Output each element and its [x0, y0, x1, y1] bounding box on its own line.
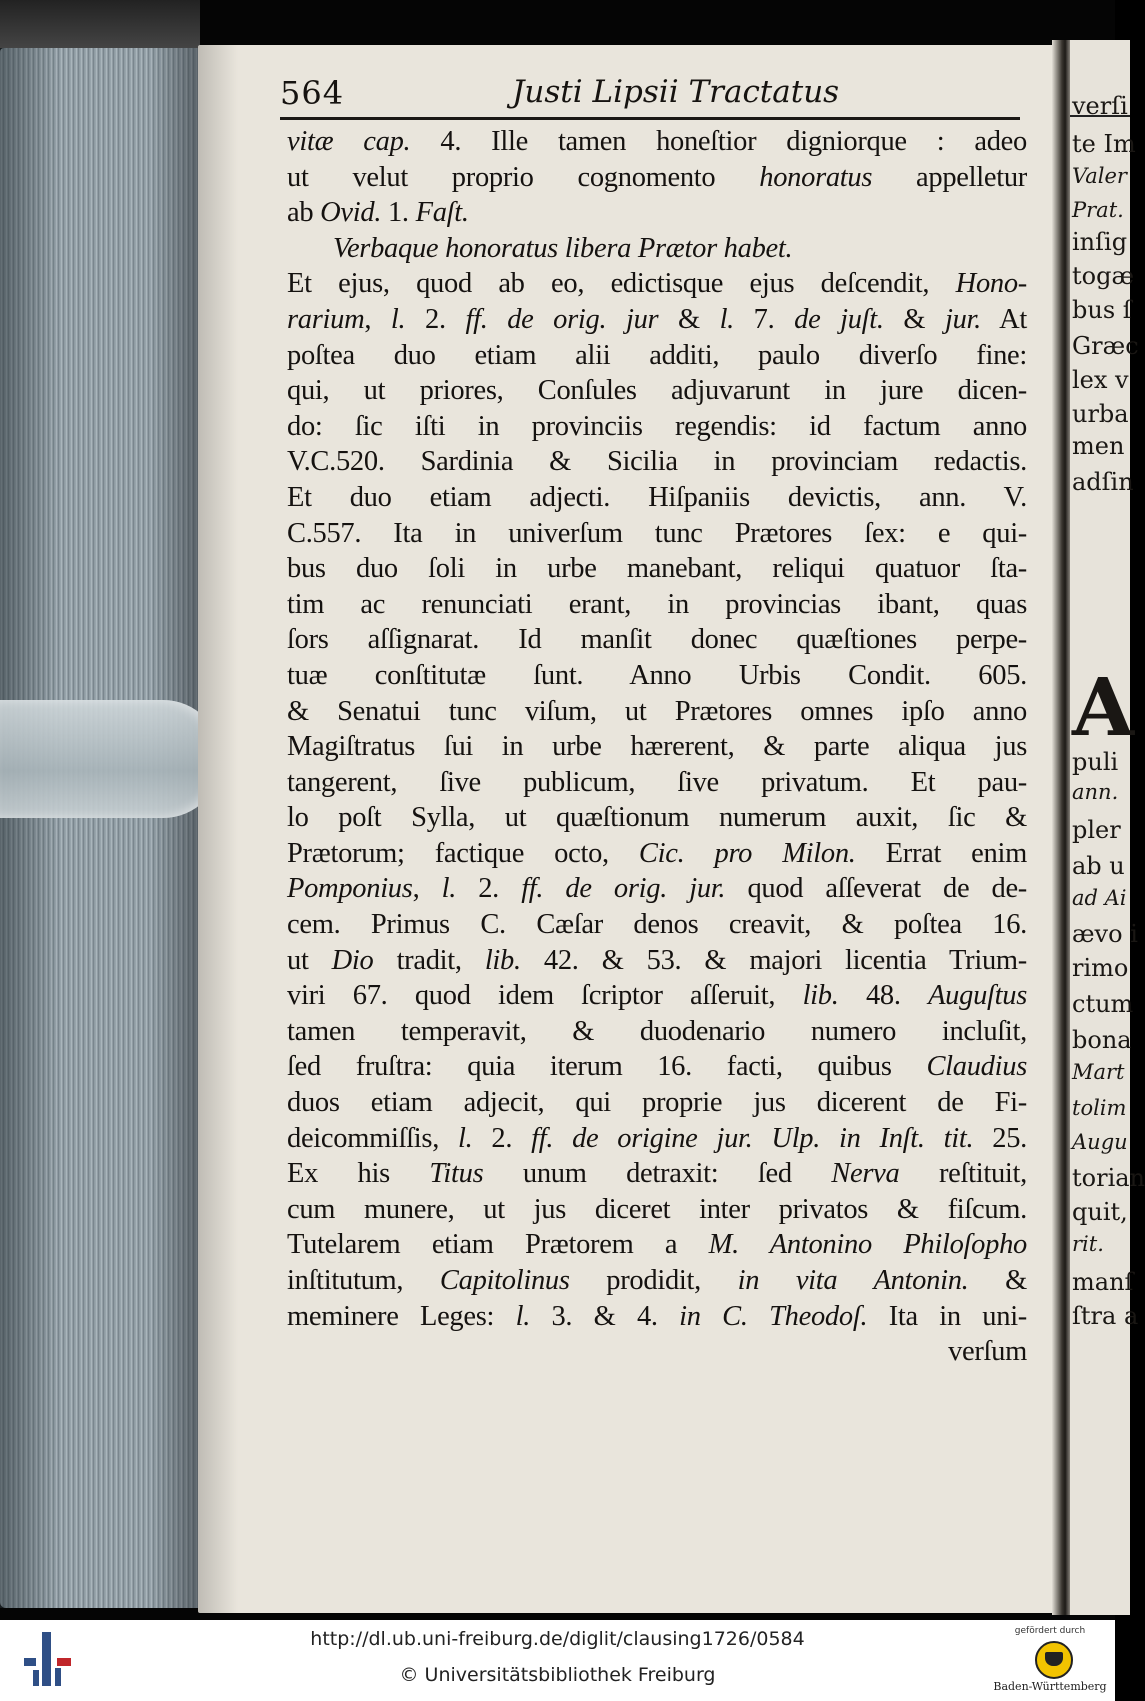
book-cover-edge	[0, 0, 200, 48]
text-line: ſors aſſignarat. Id manſit donec quæſtiones perpe-	[287, 624, 1027, 656]
next-page-fragment: pler	[1072, 816, 1121, 844]
text-line: Verbaque honoratus libera Prætor habet.	[333, 232, 793, 264]
document-url-link[interactable]: http://dl.ub.uni-freiburg.de/diglit/clausing1726/0584	[310, 1628, 805, 1650]
next-page-fragment: verſi	[1072, 92, 1128, 120]
next-page-sliver	[1070, 40, 1145, 1615]
text-line: ſed fruſtra: quia iterum 16. facti, quibus Claudius	[287, 1051, 1027, 1083]
text-line: Et ejus, quod ab eo, edictisque ejus deſcendit, Hono-	[287, 268, 1027, 300]
text-line: cum munere, ut jus diceret inter privatos & fiſcum.	[287, 1193, 1027, 1225]
next-page-fragment: tolim	[1072, 1096, 1127, 1120]
next-page-fragment: rimo	[1072, 954, 1129, 982]
next-page-fragment: ſtra a	[1072, 1302, 1139, 1330]
next-page-fragment: bona	[1072, 1026, 1132, 1054]
next-page-fragment: Mart	[1072, 1060, 1125, 1084]
text-line: Pomponius, l. 2. ff. de orig. jur. quod aſſeverat de de-	[287, 873, 1027, 905]
next-page-fragment: lex v	[1072, 366, 1129, 394]
next-page-fragment: adſin	[1072, 468, 1134, 496]
text-line: do: ſic iſti in provinciis regendis: id factum anno	[287, 410, 1027, 442]
page-number: 564	[280, 74, 345, 112]
sponsor-block	[985, 1624, 1115, 1700]
text-line: rarium, l. 2. ff. de orig. jur & l. 7. de juſt. & jur. At	[287, 303, 1027, 335]
next-page-fragment: inſig	[1072, 228, 1128, 256]
next-page-fragment: bus ſ	[1072, 296, 1132, 324]
copyright-notice: © Universitätsbibliothek Freiburg	[399, 1664, 716, 1686]
next-page-fragment: Græc	[1072, 332, 1139, 360]
baden-wuerttemberg-seal-icon	[1035, 1641, 1073, 1679]
text-line: Tutelarem etiam Prætorem a M. Antonino Philoſopho	[287, 1229, 1027, 1261]
text-line: V.C.520. Sardinia & Sicilia in provinciam redactis.	[287, 446, 1027, 478]
sponsor-name: Baden-Württemberg	[993, 1680, 1107, 1693]
next-page-fragment: Prat.	[1072, 198, 1124, 222]
next-page-fragment: torian	[1072, 1164, 1145, 1192]
text-line: Et duo etiam adjecti. Hiſpaniis devictis, ann. V.	[287, 481, 1027, 513]
next-page-fragment: togæ	[1072, 262, 1135, 290]
next-page-fragment: manſ	[1072, 1268, 1134, 1296]
text-line: cem. Primus C. Cæſar denos creavit, & poſtea 16.	[287, 909, 1027, 941]
text-line: tamen temperavit, & duodenario numero incluſit,	[287, 1015, 1027, 1047]
text-line: duos etiam adjecit, qui proprie jus dicerent de Fi-	[287, 1087, 1027, 1119]
next-page-fragment: A	[1072, 660, 1135, 754]
text-line: meminere Leges: l. 3. & 4. in C. Theodoſ. Ita in uni-	[287, 1300, 1027, 1332]
page-fore-edge	[0, 48, 200, 1608]
next-page-fragment: puli	[1072, 748, 1119, 776]
text-line: tangerent, ſive publicum, ſive privatum. Et pau-	[287, 766, 1027, 798]
next-page-fragment: ævo i	[1072, 920, 1138, 948]
next-page-fragment: rit.	[1072, 1232, 1104, 1256]
glass-page-holder	[0, 700, 222, 818]
text-line: Magiſtratus ſui in urbe hærerent, & parte aliqua jus	[287, 731, 1027, 763]
text-line: lo poſt Sylla, ut quæſtionum numerum auxit, ſic &	[287, 802, 1027, 834]
text-line: tuæ conſtitutæ ſunt. Anno Urbis Condit. 605.	[287, 659, 1027, 691]
next-page-fragment: quit,	[1072, 1198, 1128, 1226]
header-rule	[280, 117, 1020, 120]
text-line: viri 67. quod idem ſcriptor aſſeruit, lib. 48. Auguſtus	[287, 980, 1027, 1012]
next-page-fragment: Valer	[1072, 164, 1127, 188]
body-text	[287, 124, 1027, 1370]
next-page-fragment: ctum	[1072, 990, 1134, 1018]
sponsor-caption: gefördert durch	[1014, 1626, 1086, 1636]
running-title: Justi Lipsii Tractatus	[512, 74, 840, 110]
viewer-footer	[0, 1620, 1115, 1701]
text-line: ut Dio tradit, lib. 42. & 53. & majori licentia Trium-	[287, 944, 1027, 976]
text-line: deicommiſſis, l. 2. ff. de origine jur. Ulp. in Inſt. tit. 25.	[287, 1122, 1027, 1154]
next-page-fragment: urba	[1072, 400, 1129, 428]
text-line: verſum	[948, 1336, 1027, 1368]
text-line: C.557. Ita in univerſum tunc Prætores ſex: e qui-	[287, 517, 1027, 549]
text-line: & Senatui tunc viſum, ut Prætores omnes ipſo anno	[287, 695, 1027, 727]
text-line: poſtea duo etiam alii additi, paulo diverſo fine:	[287, 339, 1027, 371]
text-line: Prætorum; factique octo, Cic. pro Milon. Errat enim	[287, 837, 1027, 869]
text-line: ut velut proprio cognomento honoratus appelletur	[287, 161, 1027, 193]
text-line: vitæ cap. 4. Ille tamen honeſtior digniorque : adeo	[287, 126, 1027, 157]
next-page-fragment: ab u	[1072, 852, 1125, 880]
next-page-fragment: men	[1072, 432, 1125, 460]
text-line: qui, ut priores, Conſules adjuvarunt in jure dicen-	[287, 375, 1027, 407]
text-line: tim ac renunciati erant, in provincias ibant, quas	[287, 588, 1027, 620]
next-page-fragment: ann.	[1072, 780, 1119, 804]
text-line: inſtitutum, Capitolinus prodidit, in vita Antonin. &	[287, 1265, 1027, 1296]
next-page-fragment: ad Ai	[1072, 886, 1127, 910]
next-page-fragment: te Im	[1072, 130, 1136, 158]
running-header	[280, 70, 1020, 116]
text-line: bus duo ſoli in urbe manebant, reliqui quatuor ſta-	[287, 553, 1027, 585]
text-line: ab Ovid. 1. Faſt.	[287, 197, 469, 229]
text-line: Ex his Titus unum detraxit: ſed Nerva reſtituit,	[287, 1158, 1027, 1190]
next-page-fragment: Augu	[1072, 1130, 1128, 1154]
